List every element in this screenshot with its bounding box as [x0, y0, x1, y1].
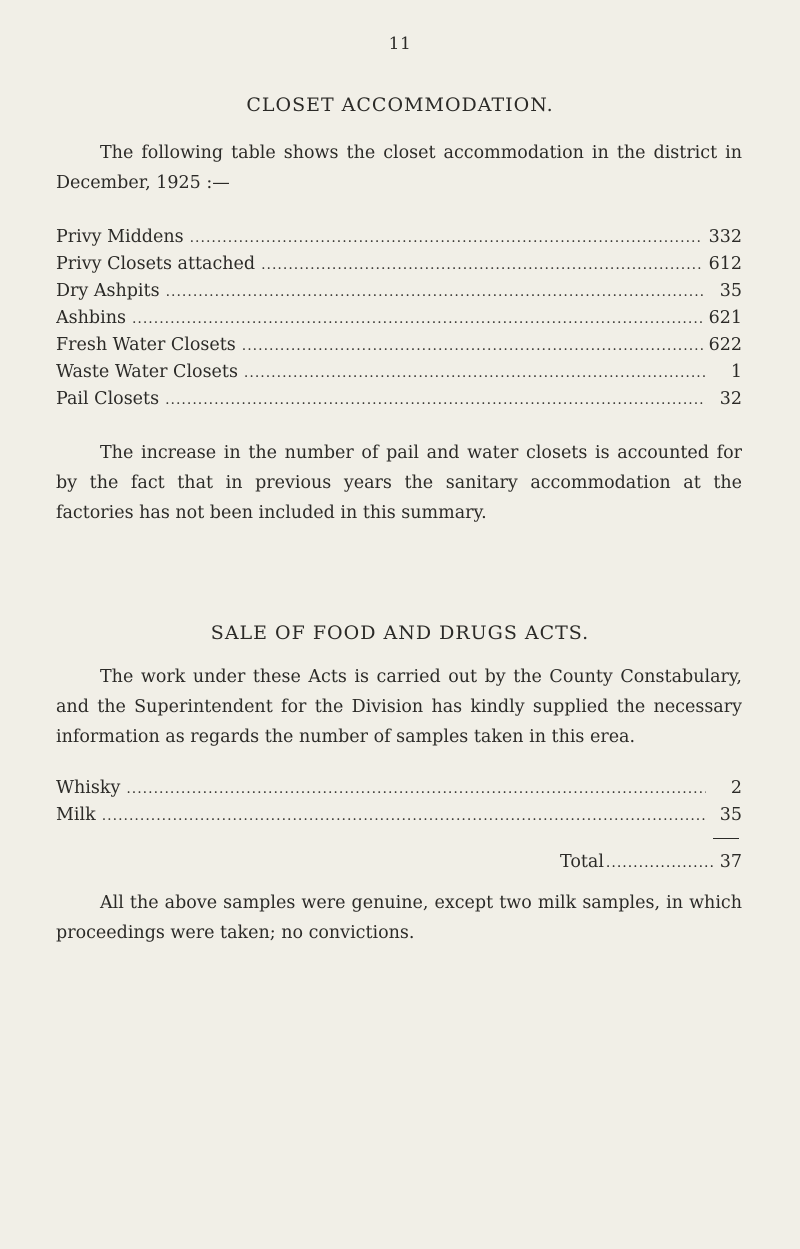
item-label: Privy Middens: [56, 227, 184, 247]
closet-note-text: The increase in the number of pail and water closets is accounted for by the fact that in previous years the sanitary accommodation at the factories has not been included in this summary.: [56, 443, 742, 523]
dot-leader: [606, 855, 714, 871]
closet-note-paragraph: [56, 438, 742, 528]
total-label: Total: [560, 852, 604, 872]
item-value: 621: [708, 308, 742, 328]
item-value: 612: [708, 254, 742, 274]
food-intro-paragraph: [56, 662, 742, 752]
item-value: 2: [730, 778, 742, 798]
item-label: Whisky: [56, 778, 121, 798]
conclusion-paragraph: [56, 888, 742, 948]
list-item: [56, 778, 742, 805]
item-value: 622: [708, 335, 742, 355]
food-drugs-heading: SALE OF FOOD AND DRUGS ACTS.: [210, 622, 590, 644]
dot-leader: [132, 311, 703, 327]
list-item: [56, 308, 742, 335]
list-item: [56, 281, 742, 308]
total-rule: [713, 838, 739, 839]
item-label: Dry Ashpits: [56, 281, 160, 301]
list-item: [56, 254, 742, 281]
closet-accommodation-list: [56, 227, 742, 416]
conclusion-text: All the above samples were genuine, except two milk samples, in which proceedings were taken; no convictions.: [56, 893, 742, 943]
item-label: Privy Closets attached: [56, 254, 256, 274]
item-value: 1: [730, 362, 742, 382]
total-row: [560, 852, 742, 872]
dot-leader: [190, 230, 703, 246]
item-label: Ashbins: [56, 308, 126, 328]
item-value: 32: [719, 389, 742, 409]
list-item: [56, 805, 742, 832]
dot-leader: [126, 781, 706, 797]
item-value: 332: [708, 227, 742, 247]
list-item: [56, 335, 742, 362]
item-value: 35: [719, 805, 742, 825]
list-item: [56, 389, 742, 416]
list-item: [56, 362, 742, 389]
closet-intro-paragraph: [56, 138, 742, 198]
item-label: Fresh Water Closets: [56, 335, 236, 355]
dot-leader: [261, 257, 703, 273]
dot-leader: [244, 365, 706, 381]
closet-accommodation-heading: CLOSET ACCOMMODATION.: [246, 94, 554, 116]
closet-intro-text: The following table shows the closet accommodation in the district in December, 1925 :—: [56, 143, 742, 193]
list-item: [56, 227, 742, 254]
dot-leader: [165, 392, 706, 408]
food-intro-text: The work under these Acts is carried out by the County Constabulary, and the Superintendent for the Division has kindly supplied the necessary information as regards the number of samples taken in this erea.: [56, 667, 742, 747]
samples-list: [56, 778, 742, 832]
item-label: Milk: [56, 805, 96, 825]
item-value: 35: [719, 281, 742, 301]
dot-leader: [102, 808, 706, 824]
total-value: 37: [719, 852, 742, 872]
item-label: Waste Water Closets: [56, 362, 238, 382]
page-number: 11: [388, 34, 412, 54]
item-label: Pail Closets: [56, 389, 160, 409]
dot-leader: [242, 338, 703, 354]
dot-leader: [166, 284, 706, 300]
